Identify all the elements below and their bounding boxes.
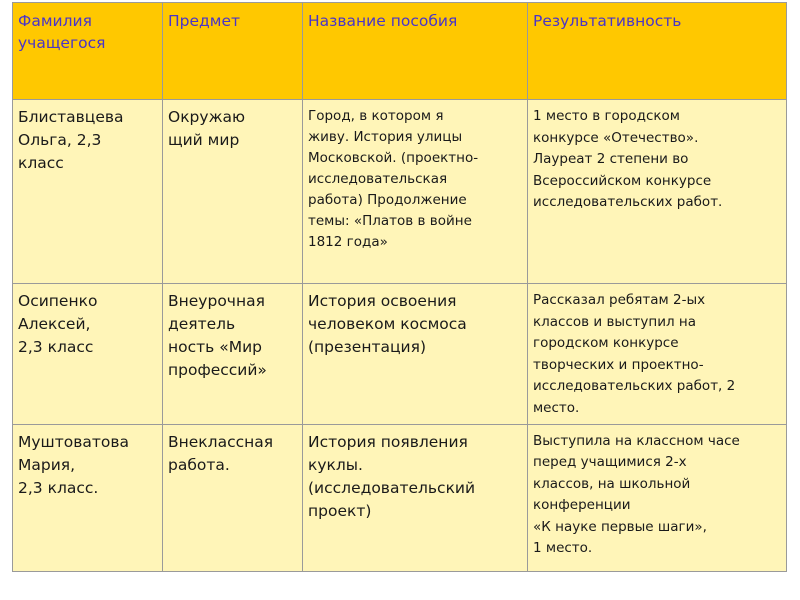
- title-cell: История появления куклы. (исследовательский проект): [303, 424, 528, 571]
- table-row: [13, 424, 787, 571]
- header-surname: Фамилия учащегося: [13, 3, 163, 100]
- result-cell: Рассказал ребятам 2-ых классов и выступил на городском конкурсе творческих и проектно- исследовательских работ, 2 место.: [528, 284, 787, 424]
- result-cell: Выступила на классном часе перед учащимися 2-х классов, на школьной конференции «К науке первые шаги», 1 место.: [528, 424, 787, 571]
- header-title: Название пособия: [303, 3, 528, 100]
- students-table: [12, 2, 787, 572]
- subject-cell: Окружаю щий мир: [163, 100, 303, 284]
- subject-cell: Внеурочная деятель ность «Мир профессий»: [163, 284, 303, 424]
- student-name-cell: Блиставцева Ольга, 2,3 класс: [13, 100, 163, 284]
- header-row: [13, 3, 787, 100]
- student-name-cell: Муштоватова Мария, 2,3 класс.: [13, 424, 163, 571]
- title-cell: История освоения человеком космоса (презентация): [303, 284, 528, 424]
- table-row: [13, 100, 787, 284]
- header-subject: Предмет: [163, 3, 303, 100]
- subject-cell: Внеклассная работа.: [163, 424, 303, 571]
- header-result: Результативность: [528, 3, 787, 100]
- table-row: [13, 284, 787, 424]
- title-cell: Город, в котором я живу. История улицы Московской. (проектно- исследовательская работа) Продолжение темы: «Платов в войне 1812 года»: [303, 100, 528, 284]
- student-name-cell: Осипенко Алексей, 2,3 класс: [13, 284, 163, 424]
- result-cell: 1 место в городском конкурсе «Отечество». Лауреат 2 степени во Всероссийском конкурсе исследовательских работ.: [528, 100, 787, 284]
